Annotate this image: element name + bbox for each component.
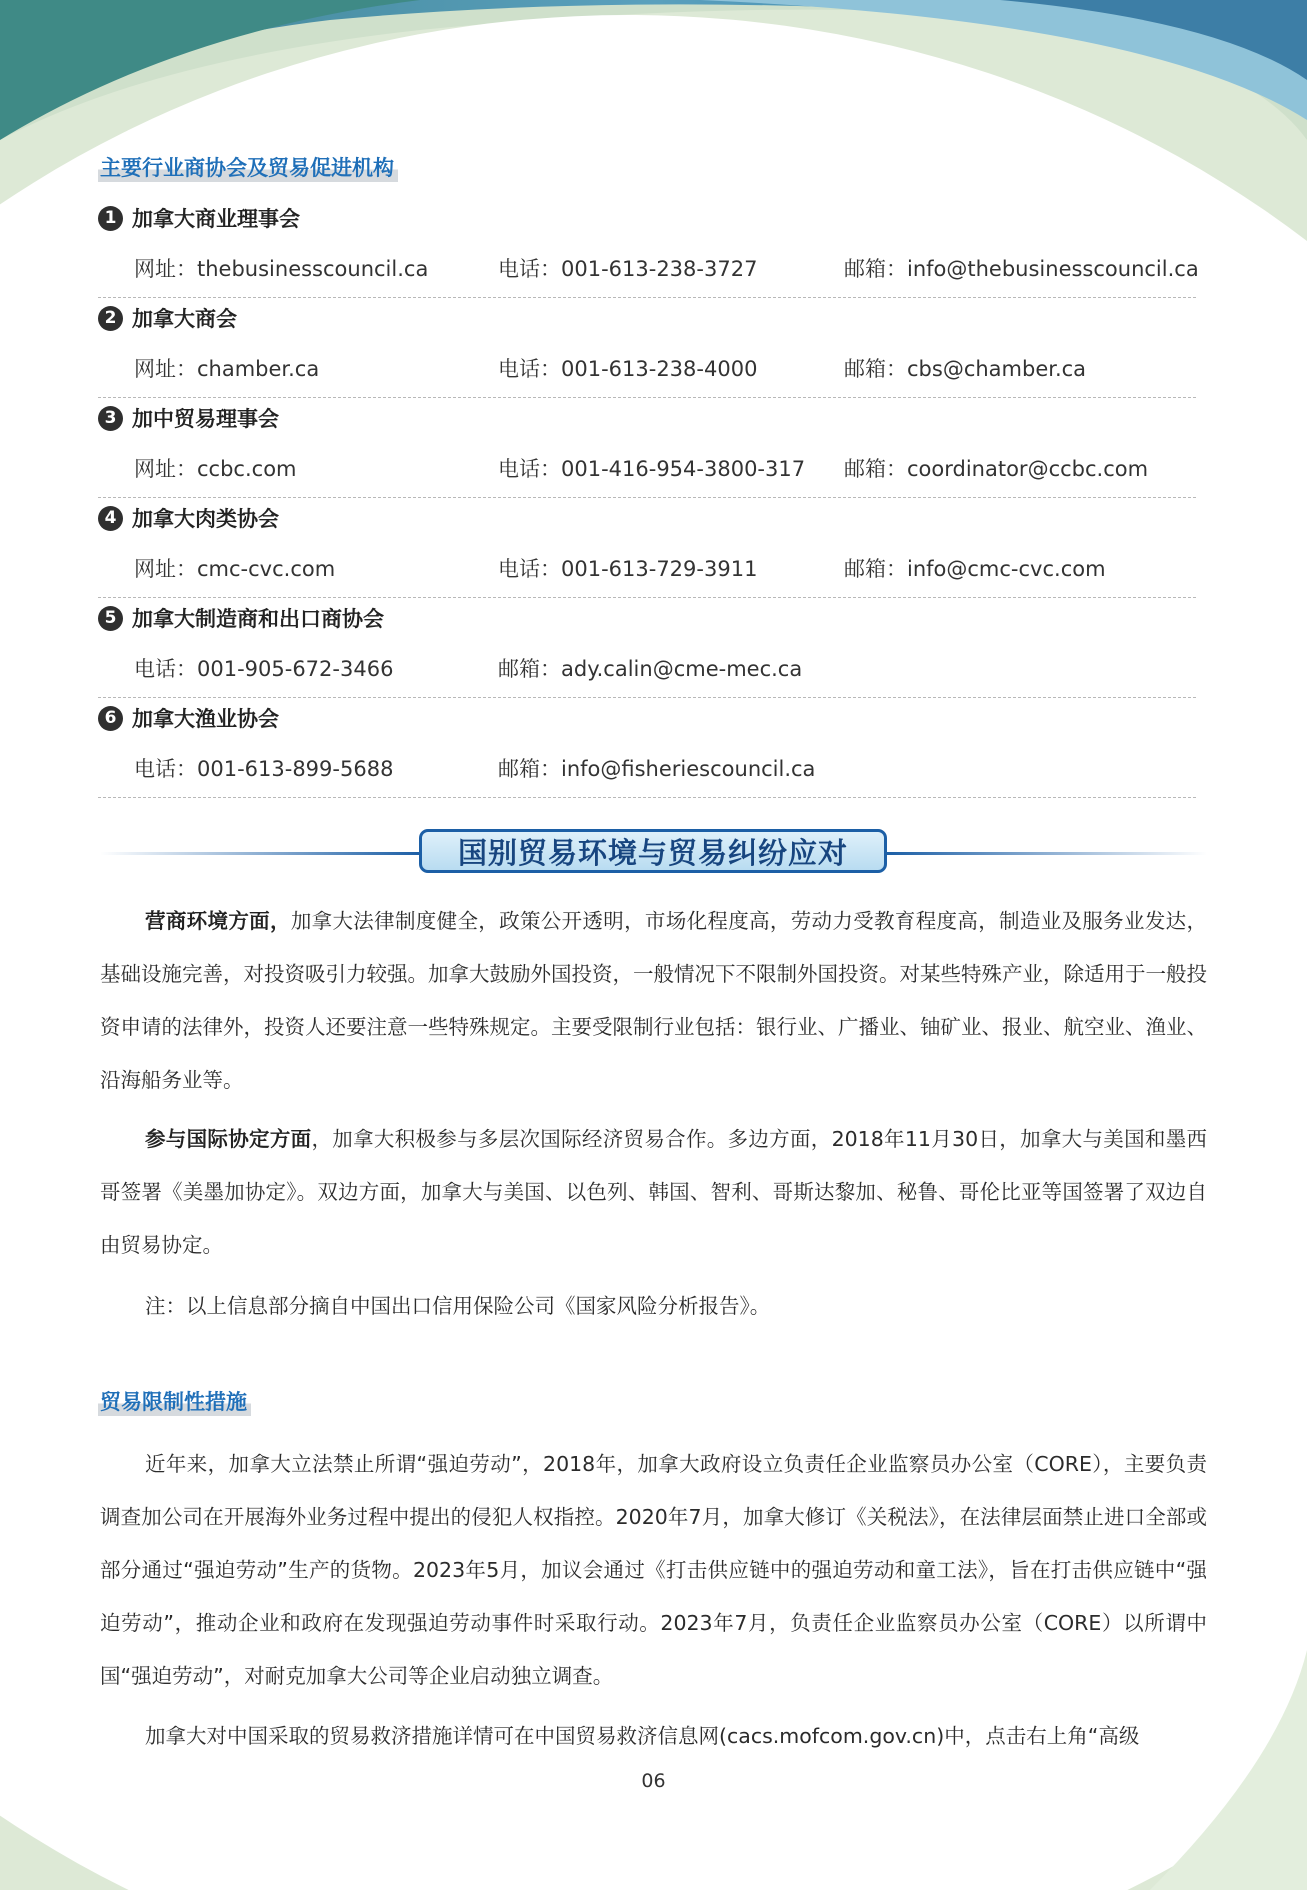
lead-bold: 参与国际协定方面 (145, 1127, 312, 1151)
email-field: 邮箱：info@cmc-cvc.com (844, 557, 1106, 581)
email-field: 邮箱：coordinator@ccbc.com (844, 457, 1149, 481)
website-field: 网址：cmc-cvc.com (134, 557, 336, 581)
banner-rule-right (887, 852, 1207, 855)
phone-field: 电话：001-613-729-3911 (498, 557, 758, 581)
number-badge: 5 (98, 606, 123, 631)
paragraph-restrictions: 近年来，加拿大立法禁止所谓“强迫劳动”，2018年，加拿大政府设立负责任企业监察员办公室（CORE），主要负责调查加公司在开展海外业务过程中提出的侵犯人权指控。2020年7月，加拿大修订《关税法》，在法律层面禁止进口全部或部分通过“强迫劳动”生产的货物。2023年5月，加议会通过《打击供应链中的强迫劳动和童工法》，旨在打击供应链中“强迫劳动”，推动企业和政府在发现强迫劳动事件时采取行动。2023年7月，负责任企业监察员办公室（CORE）以所谓中国“强迫劳动”，对耐克加拿大公司等企业启动独立调查。 (100, 1452, 1207, 1688)
phone-field: 电话：001-613-238-3727 (498, 257, 758, 281)
section-banner: 国别贸易环境与贸易纠纷应对 (419, 829, 887, 873)
org-name: 加拿大渔业协会 (132, 707, 279, 731)
section-title-trade-restrictions: 贸易限制性措施 (98, 1388, 251, 1416)
phone-field: 电话：001-613-238-4000 (498, 357, 758, 381)
paragraph-business-env (100, 895, 1207, 1107)
dashed-divider (98, 397, 1196, 398)
number-badge: 2 (98, 306, 123, 331)
number-badge: 3 (98, 406, 123, 431)
org-name: 加拿大商业理事会 (132, 207, 300, 231)
paragraph-text: 加拿大法律制度健全，政策公开透明，市场化程度高，劳动力受教育程度高，制造业及服务业发达，基础设施完善，对投资吸引力较强。加拿大鼓励外国投资，一般情况下不限制外国投资。对某些特殊产业，除适用于一般投资申请的法律外，投资人还要注意一些特殊规定。主要受限制行业包括：银行业、广播业、铀矿业、报业、航空业、渔业、沿海船务业等。 (100, 909, 1207, 1092)
paragraph-trade-remedy: 加拿大对中国采取的贸易救济措施详情可在中国贸易救济信息网(cacs.mofcom.gov.cn)中，点击右上角“高级 (145, 1724, 1140, 1748)
banner-rule-left (100, 852, 420, 855)
number-badge: 1 (98, 206, 123, 231)
paragraph-text: ，加拿大积极参与多层次国际经济贸易合作。多边方面，2018年11月30日，加拿大与美国和墨西哥签署《美墨加协定》。双边方面，加拿大与美国、以色列、韩国、智利、哥斯达黎加、秘鲁、哥伦比亚等国签署了双边自由贸易协定。 (100, 1127, 1208, 1257)
phone-field: 电话：001-613-899-5688 (134, 757, 394, 781)
website-field: 网址：ccbc.com (134, 457, 297, 481)
email-field: 邮箱：info@thebusinesscouncil.ca (844, 257, 1199, 281)
dashed-divider (98, 797, 1196, 798)
dashed-divider (98, 697, 1196, 698)
email-field: 邮箱：cbs@chamber.ca (844, 357, 1087, 381)
email-field: 邮箱：info@fisheriescouncil.ca (498, 757, 816, 781)
lead-bold: 营商环境方面， (145, 909, 291, 933)
number-badge: 6 (98, 706, 123, 731)
website-field: 网址：thebusinesscouncil.ca (134, 257, 429, 281)
phone-field: 电话：001-905-672-3466 (134, 657, 394, 681)
website-field: 网址：chamber.ca (134, 357, 320, 381)
dashed-divider (98, 497, 1196, 498)
org-name: 加拿大制造商和出口商协会 (132, 607, 384, 631)
number-badge: 4 (98, 506, 123, 531)
phone-field: 电话：001-416-954-3800-317 (498, 457, 806, 481)
email-field: 邮箱：ady.calin@cme-mec.ca (498, 657, 803, 681)
source-note: 注：以上信息部分摘自中国出口信用保险公司《国家风险分析报告》。 (145, 1294, 771, 1318)
org-name: 加拿大肉类协会 (132, 507, 279, 531)
org-name: 加中贸易理事会 (132, 407, 279, 431)
dashed-divider (98, 597, 1196, 598)
dashed-divider (98, 297, 1196, 298)
page-number: 06 (641, 1770, 666, 1792)
section-title-associations: 主要行业商协会及贸易促进机构 (98, 154, 398, 182)
paragraph-intl-agreements (100, 1113, 1207, 1272)
org-name: 加拿大商会 (132, 307, 237, 331)
